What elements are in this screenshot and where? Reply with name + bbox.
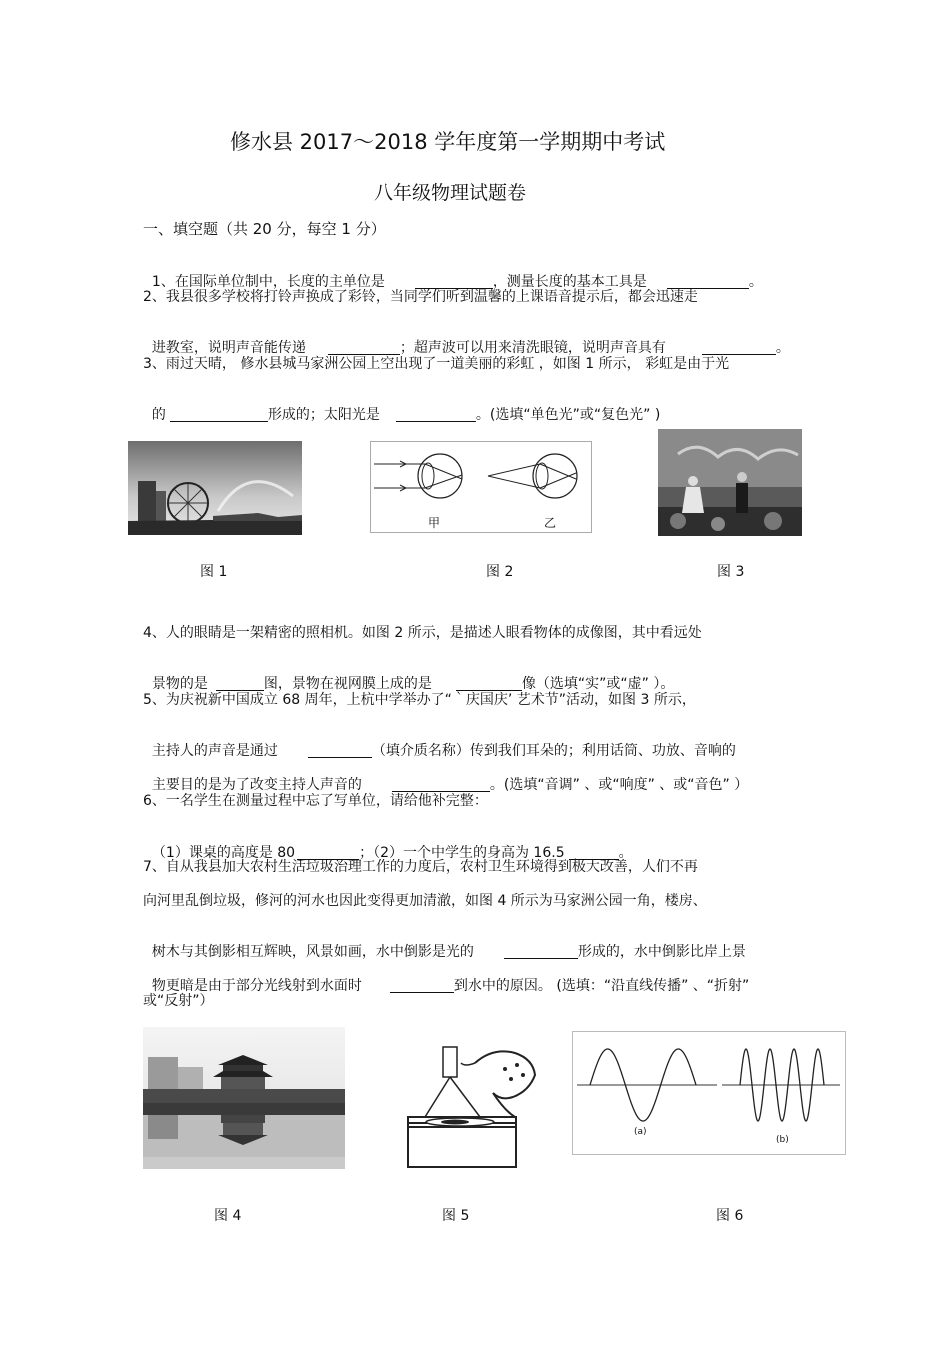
question-5-line1: 5、为庆祝新中国成立 68 周年，上杭中学举办了“｀庆国庆’ 艺术节”活动，如图 3 所示， [143,692,696,708]
question-7-line2: 向河里乱倒垃圾，修河的河水也因此变得更加清澈，如图 4 所示为马家洲公园一角，楼房、 [143,893,707,909]
question-1 [143,255,763,291]
figure-1-caption: 图 1 [200,564,228,580]
answer-blank[interactable] [392,776,490,792]
question-7-line1: 7、自从我县加大农村生活垃圾治理工作的力度后，农村卫生环境得到极大改善，人们不再 [143,859,698,875]
section-heading: 一、填空题（共 20 分，每空 1 分） [143,220,386,238]
figure-2-label-b: 乙 [544,516,557,530]
q6-text-c: 。 [618,845,633,861]
figure-5-caption: 图 5 [442,1208,470,1224]
answer-blank[interactable] [216,675,264,691]
figure-2-caption: 图 2 [486,564,514,580]
q5-text-c: 主要目的是为了改变主持人声音的 [151,777,362,793]
question-7-line3 [143,925,746,961]
figure-3-stage-photo [658,429,802,536]
q7-text-a: 树木与其倒影相互辉映，风景如画，水中倒影是光的 [151,944,474,960]
answer-blank[interactable] [456,675,522,691]
page-title: 修水县 2017～2018 学年度第一学期期中考试 [230,130,666,154]
question-4-line1: 4、人的眼睛是一架精密的照相机。如图 2 所示，是描述人眼看物体的成像图，其中看远处 [143,625,702,641]
q2-text-c: 。 [775,340,790,356]
question-5-line3 [143,758,748,794]
answer-blank[interactable] [396,406,476,422]
answer-blank[interactable] [328,339,400,355]
answer-blank[interactable] [308,742,372,758]
figure-6-waveforms [572,1031,846,1155]
question-3-line2 [143,388,660,424]
q2-text-a: 进教室，说明声音能传递 [151,340,306,356]
question-7-line5: 或“反射”） [143,993,214,1009]
page-subtitle: 八年级物理试题卷 [374,182,527,204]
figure-6-label-b: (b) [776,1135,789,1145]
q2-text-b: ；超声波可以用来清洗眼镜，说明声音具有 [399,340,666,356]
q3-text-a: 的 [151,407,166,423]
q7-text-b: 形成的，水中倒影比岸上景 [577,944,746,960]
figure-2-label-a: 甲 [428,516,441,530]
question-7-line4 [143,959,749,995]
answer-blank[interactable] [390,977,454,993]
q5-text-a: 主持人的声音是通过 [151,743,278,759]
figure-5-experiment-drawing [405,1045,537,1169]
question-5-line2 [143,724,736,760]
figure-6-caption: 图 6 [716,1208,744,1224]
q1-text-c: 。 [748,274,763,290]
answer-blank[interactable] [504,943,578,959]
q3-text-b: 形成的；太阳光是 [267,407,380,423]
q1-text-b: ，测量长度的基本工具是 [492,274,647,290]
q4-text-b: 图，景物在视网膜上成的是 [263,676,432,692]
figure-2-eye-diagram [370,441,592,533]
answer-blank[interactable] [702,339,776,355]
answer-blank[interactable] [170,406,268,422]
q1-text-a: 1、在国际单位制中，长度的主单位是 [151,274,385,290]
question-4-line2 [143,657,674,693]
question-3-line1: 3、雨过天晴， 修水县城马家洲公园上空出现了一道美丽的彩虹 ，如图 1 所示， 彩虹是由于光 [143,356,730,372]
q4-text-a: 景物的是 [151,676,208,692]
q4-text-c: 像（选填“实”或“虚” ）。 [521,676,675,692]
answer-blank[interactable] [415,273,493,289]
q6-text-b: ；（2）一个中学生的身高为 16.5 [359,845,565,861]
question-2-line2 [143,321,790,357]
figure-1-rainbow-photo [128,441,302,535]
figure-3-caption: 图 3 [717,564,745,580]
answer-blank[interactable] [667,273,749,289]
q7-text-d: 到水中的原因。 (选填：“沿直线传播” 、“折射” [453,978,750,994]
figure-4-caption: 图 4 [214,1208,242,1224]
figure-4-river-photo [143,1027,345,1169]
q5-text-b: （填介质名称）传到我们耳朵的；利用话筒、功放、音响的 [371,743,736,759]
q3-text-c: 。(选填“单色光”或“复色光” ) [475,407,661,423]
question-2-line1: 2、我县很多学校将打铃声换成了彩铃，当同学们听到温馨的上课语音提示后，都会迅速走 [143,289,698,305]
question-6-line2 [143,826,633,862]
q5-text-d: 。(选填“音调” 、或“响度” 、或“音色” ） [489,777,749,793]
question-6-line1: 6、一名学生在测量过程中忘了写单位，请给他补完整： [143,793,488,809]
figure-6-label-a: (a) [634,1127,647,1137]
q7-text-c: 物更暗是由于部分光线射到水面时 [151,978,362,994]
q6-text-a: （1）课桌的高度是 80 [151,845,296,861]
